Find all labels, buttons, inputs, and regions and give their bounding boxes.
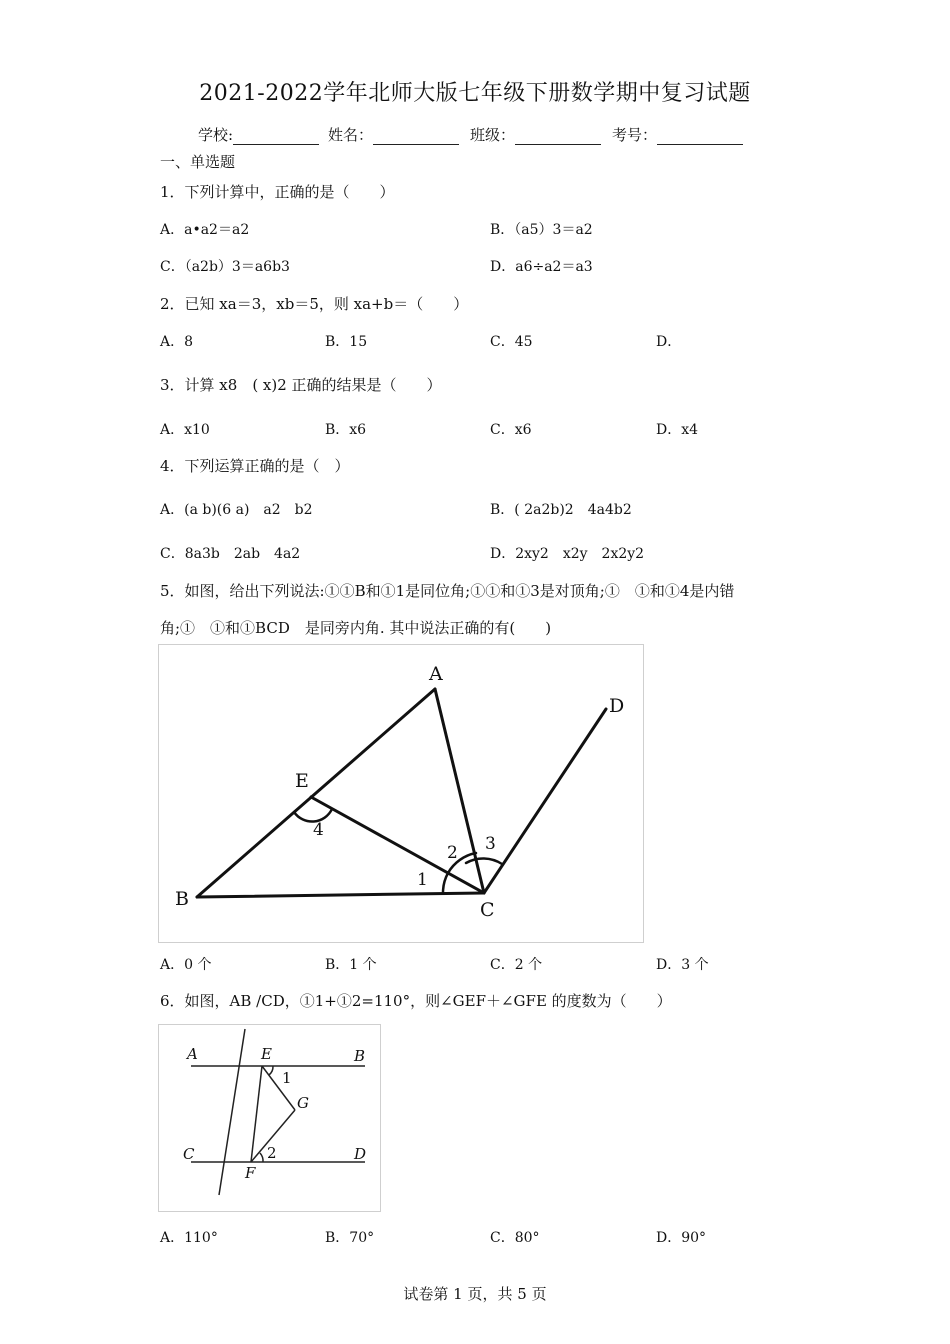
line-cd: [484, 709, 606, 893]
label-angle-4: 4: [313, 820, 324, 840]
label-angle-2: 2: [447, 843, 458, 863]
school-field: [198, 124, 321, 145]
line-ec: [311, 797, 484, 893]
page-footer: 试卷第 1 页，共 5 页: [403, 1285, 547, 1303]
q1-option-b: B．（a5）3＝a2: [490, 222, 593, 238]
q1-option-d: D．a6÷a2＝a3: [490, 259, 593, 275]
q6-figure: [158, 1024, 381, 1212]
label-c: C: [183, 1145, 195, 1163]
q5-figure: [158, 644, 644, 943]
angle-2-arc: [260, 1153, 263, 1162]
q2-option-a: A．8: [160, 334, 194, 350]
q1-option-c: C．（a2b）3＝a6b3: [160, 259, 290, 275]
line-ba: [197, 689, 435, 897]
q4-option-b: B．( 2a2b)2 4a4b2: [490, 502, 632, 518]
q6-parallel-lines-diagram: [159, 1025, 380, 1211]
label-e: E: [295, 770, 309, 792]
question-5-stem-line-2: 角;① ①和①BCD 是同旁内角. 其中说法正确的有( ): [160, 619, 552, 637]
q3-option-a: A．x10: [160, 422, 210, 438]
q5-option-c: C．2 个: [490, 957, 543, 973]
angle-3-arc: [466, 859, 502, 864]
label-b: B: [354, 1047, 366, 1065]
class-label: 班级：: [470, 126, 516, 144]
q3-option-d: D．x4: [656, 422, 699, 438]
label-d: D: [354, 1145, 367, 1163]
name-field: [328, 124, 461, 145]
label-d: D: [609, 695, 625, 717]
exam-no-field: [612, 124, 745, 145]
question-6-stem: 6．如图，AB /CD，①1+①2=110°，则∠GEF＋∠GFE 的度数为（ ）: [160, 992, 672, 1010]
name-label: 姓名：: [328, 126, 374, 144]
class-blank: [515, 129, 601, 145]
school-blank: [233, 129, 319, 145]
question-1-stem: 1．下列计算中，正确的是（ ）: [160, 183, 395, 201]
class-field: [470, 124, 603, 145]
q6-option-a: A．110°: [160, 1230, 218, 1246]
question-4-stem: 4．下列运算正确的是（ ）: [160, 457, 350, 475]
page-title: 2021-2022学年北师大版七年级下册数学期中复习试题: [199, 81, 751, 106]
line-ef: [251, 1066, 262, 1162]
label-a: A: [187, 1045, 198, 1063]
q4-option-a: A．(a b)(6 a) a2 b2: [160, 502, 313, 518]
section-heading: 一、单选题: [160, 153, 236, 171]
q3-option-c: C．x6: [490, 422, 532, 438]
line-bc: [197, 893, 484, 897]
q2-option-c: C．45: [490, 334, 533, 350]
q1-option-a: A．a•a2＝a2: [160, 222, 250, 238]
label-c: C: [480, 899, 495, 921]
label-angle-1: 1: [417, 870, 428, 890]
q6-option-d: D．90°: [656, 1230, 707, 1246]
name-blank: [373, 129, 459, 145]
q2-option-d: D．: [656, 334, 682, 350]
school-label: 学校:: [198, 126, 234, 144]
label-e: E: [261, 1045, 272, 1063]
q4-option-d: D．2xy2 x2y 2x2y2: [490, 546, 645, 562]
q2-option-b: B．15: [325, 334, 368, 350]
q5-option-a: A．0 个: [160, 957, 212, 973]
transversal-line: [219, 1029, 245, 1195]
q5-option-b: B．1 个: [325, 957, 377, 973]
label-angle-1: 1: [282, 1069, 292, 1087]
question-2-stem: 2．已知 xa＝3，xb＝5，则 xa+b＝（ ）: [160, 295, 469, 313]
q5-triangle-diagram: [159, 645, 643, 942]
q4-option-c: C．8a3b 2ab 4a2: [160, 546, 301, 562]
q6-option-c: C．80°: [490, 1230, 540, 1246]
label-b: B: [175, 888, 189, 910]
angle-1-arc: [443, 873, 448, 892]
label-a: A: [429, 663, 443, 685]
exam-no-blank: [657, 129, 743, 145]
label-angle-3: 3: [485, 834, 496, 854]
q6-option-b: B．70°: [325, 1230, 375, 1246]
label-angle-2: 2: [267, 1144, 277, 1162]
line-ac: [435, 689, 484, 893]
label-f: F: [245, 1164, 256, 1182]
q3-option-b: B．x6: [325, 422, 367, 438]
q5-option-d: D．3 个: [656, 957, 709, 973]
question-3-stem: 3．计算 x8 ( x)2 正确的结果是（ ）: [160, 376, 442, 394]
question-5-stem-line-1: 5．如图，给出下列说法:①①B和①1是同位角;①①和①3是对顶角;① ①和①4是内错: [160, 582, 735, 600]
label-g: G: [297, 1094, 309, 1112]
angle-1-arc: [269, 1066, 273, 1075]
exam-no-label: 考号：: [612, 126, 658, 144]
